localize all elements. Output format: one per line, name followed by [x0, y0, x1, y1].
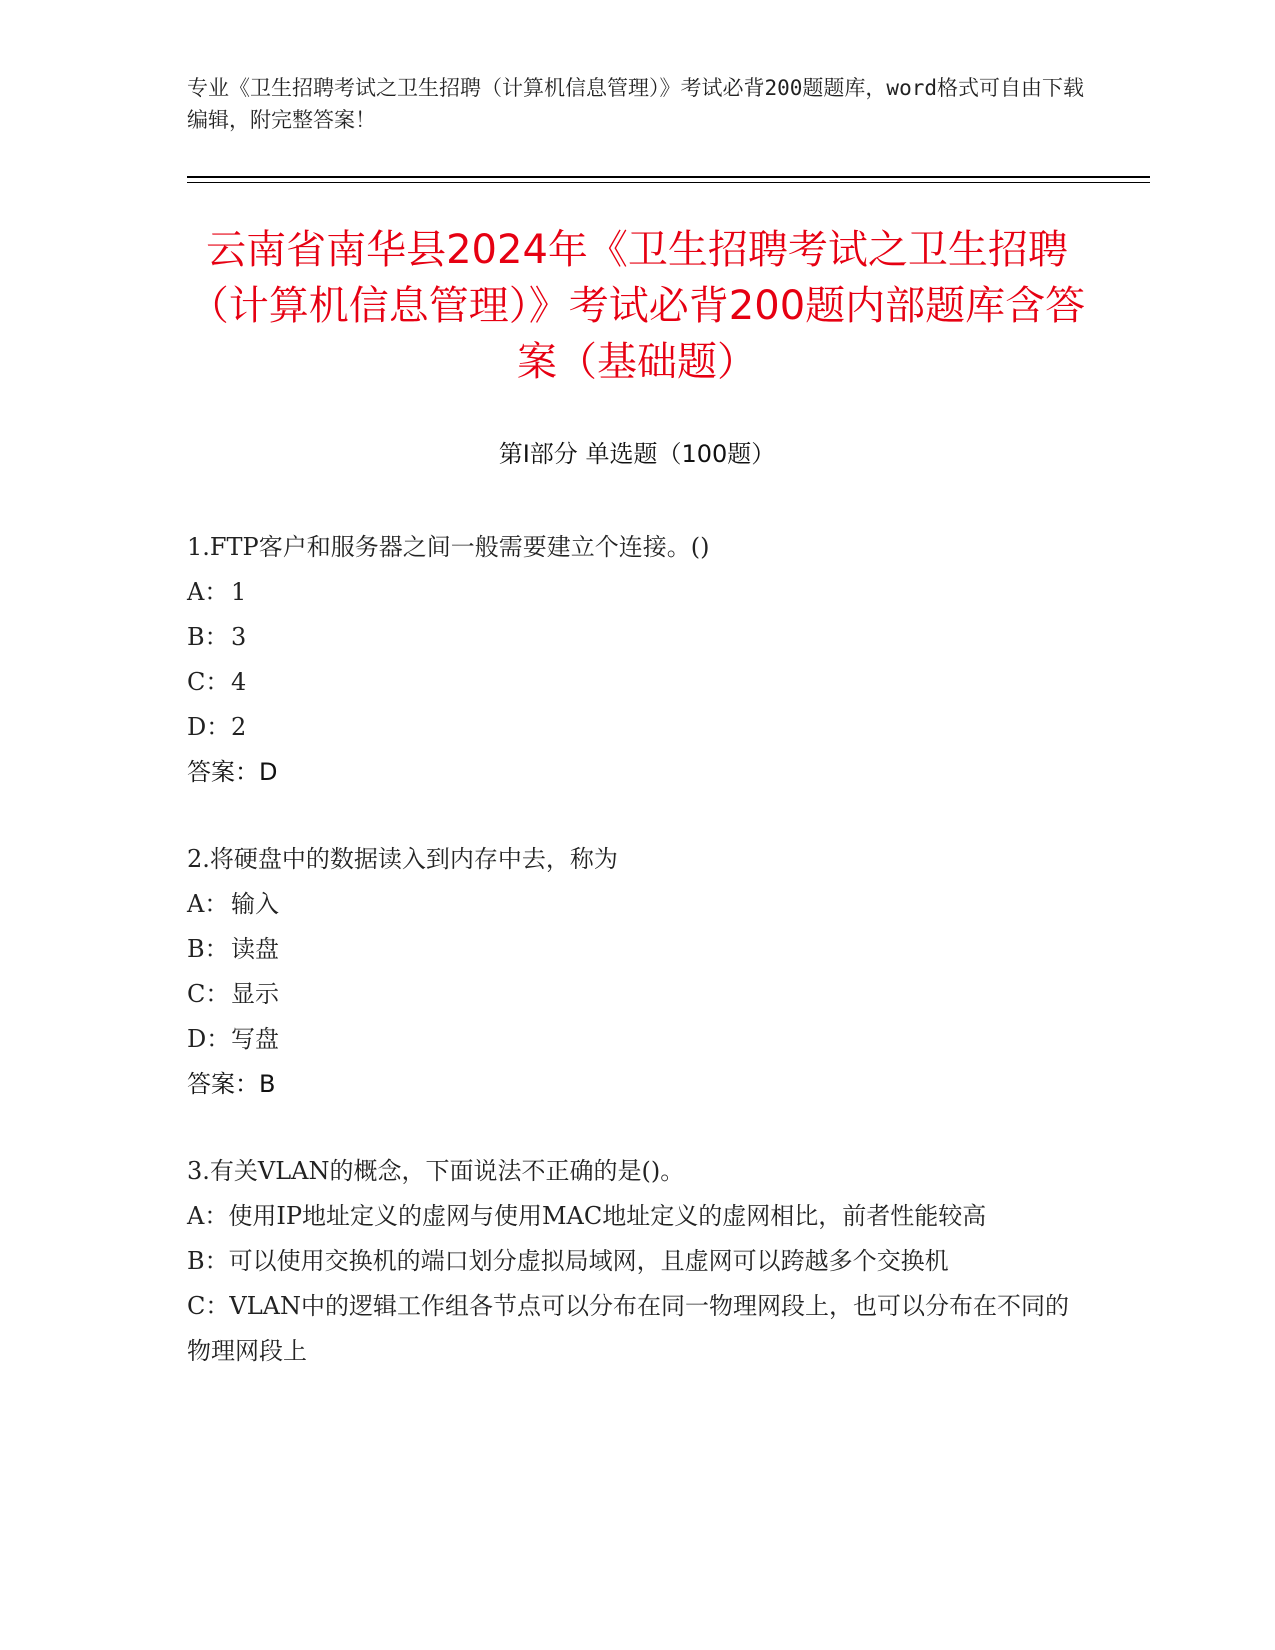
header-note: 专业《卫生招聘考试之卫生招聘（计算机信息管理）》考试必背200题题库，word格式可自由下载编辑，附完整答案！: [187, 76, 1084, 132]
option-c: [187, 660, 1077, 705]
option-b: [187, 1239, 1077, 1284]
question-stem: 1.FTP客户和服务器之间一般需要建立个连接。(): [187, 533, 710, 561]
question-stem: 3.有关VLAN的概念，下面说法不正确的是()。: [187, 1157, 685, 1185]
option-key: A：: [187, 578, 229, 606]
question-2: [187, 837, 1077, 1107]
option-key: D：: [187, 713, 231, 741]
option-key: A：: [187, 890, 229, 918]
option-a: [187, 882, 1077, 927]
option-text: VLAN中的逻辑工作组各节点可以分布在同一物理网段上，也可以分布在不同的物理网段上: [187, 1292, 1069, 1365]
header-divider-thin: [187, 182, 1150, 183]
option-key: D：: [187, 1025, 231, 1053]
option-key: A：: [187, 1202, 229, 1230]
option-d: [187, 1017, 1077, 1062]
option-key: C：: [187, 980, 230, 1008]
option-text: 输入: [231, 890, 279, 918]
option-text: 写盘: [231, 1025, 279, 1053]
option-text: 显示: [231, 980, 279, 1008]
option-b: [187, 615, 1077, 660]
answer-line: 答案：B: [187, 1070, 276, 1098]
option-c: [187, 1284, 1077, 1374]
question-3: [187, 1149, 1077, 1374]
option-text: 读盘: [231, 935, 279, 963]
option-b: [187, 927, 1077, 972]
question-1: [187, 525, 1077, 795]
option-a: [187, 570, 1077, 615]
option-key: C：: [187, 1292, 230, 1320]
document-title: 云南省南华县2024年《卫生招聘考试之卫生招聘（计算机信息管理）》考试必背200题内部题库含答案（基础题）: [188, 227, 1086, 385]
option-key: B：: [187, 1247, 229, 1275]
question-stem: 2.将硬盘中的数据读入到内存中去，称为: [187, 845, 618, 873]
question-list: [187, 525, 1077, 1416]
option-key: C：: [187, 668, 230, 696]
option-text: 1: [231, 578, 247, 606]
answer-line: 答案：D: [187, 758, 278, 786]
option-text: 4: [231, 668, 247, 696]
option-text: 使用IP地址定义的虚网与使用MAC地址定义的虚网相比，前者性能较高: [228, 1202, 987, 1230]
header-divider-thick: [187, 176, 1150, 178]
option-d: [187, 705, 1077, 750]
option-text: 3: [231, 623, 247, 651]
section-heading: 第Ⅰ部分 单选题（100题）: [498, 440, 776, 468]
option-text: 2: [231, 713, 247, 741]
option-a: [187, 1194, 1077, 1239]
option-key: B：: [187, 623, 229, 651]
option-key: B：: [187, 935, 229, 963]
option-text: 可以使用交换机的端口划分虚拟局域网，且虚网可以跨越多个交换机: [228, 1247, 949, 1275]
option-c: [187, 972, 1077, 1017]
